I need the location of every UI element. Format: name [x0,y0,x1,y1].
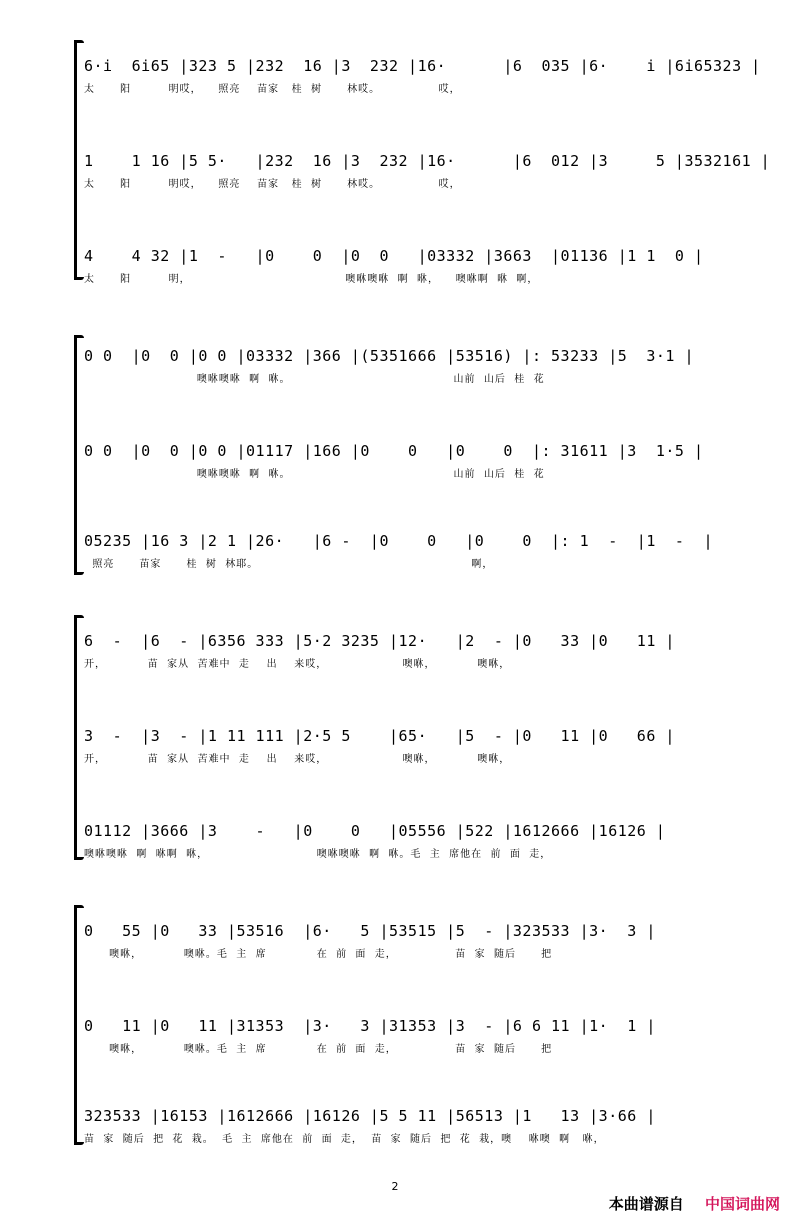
score-system-2 [74,335,730,575]
lyrics-line: 开， 苗 家从 苦难中 走 出 来哎， 噢咻， 噢咻， [84,754,511,765]
staff-bass [84,240,730,330]
lyrics-line: 开， 苗 家从 苦难中 走 出 来哎， 噢咻， 噢咻， [84,659,511,670]
site-link[interactable]: 中国词曲网 [704,1195,780,1213]
notation-line: 4 4 32 |1 - |0 0 |0 0 |03332 |3663 |01136 |1 1 0 | [84,247,704,265]
staff-soprano [84,915,730,1005]
score-system-4 [74,905,730,1145]
notation-line: 0 0 |0 0 |0 0 |03332 |366 |(5351666 |53516) |: 53233 |5 3·1 | [84,347,694,365]
staff-soprano [84,50,761,140]
staff-bass [84,1100,730,1190]
system-brace [74,615,83,860]
lyrics-line: 噢咻噢咻 啊 咻啊 咻， 噢咻噢咻 啊 咻。毛 主 席他在 前 面 走， [84,849,552,860]
notation-line: 1 1 16 |5 5· |232 16 |3 232 |16· |6 012 |3 5 |3532161 | [84,152,771,170]
notation-line: 05235 |16 3 |2 1 |26· |6 - |0 0 |0 0 |: 1 - |1 - | [84,532,714,550]
staff-soprano [84,625,730,715]
lyrics-line: 苗 家 随后 把 花 栽。 毛 主 席他在 前 面 走， 苗 家 随后 把 花 栽，噢 咻噢 啊 咻， [84,1134,605,1145]
lyrics-line: 太 阳 明， 噢咻噢咻 啊 咻， 噢咻啊 咻 啊， [84,274,539,285]
notation-line: 6·i 6i65 |323 5 |232 16 |3 232 |16· |6 035 |6· i |6i65323 | [84,57,761,75]
lyrics-line: 太 阳 明哎， 照亮 苗家 桂 树 林哎。 哎， [84,179,461,190]
notation-line: 0 55 |0 33 |53516 |6· 5 |53515 |5 - |323533 |3· 3 | [84,922,656,940]
notation-line: 6 - |6 - |6356 333 |5·2 3235 |12· |2 - |0 33 |0 11 | [84,632,675,650]
staff-alto [84,145,771,235]
score-system-3 [74,615,730,860]
staff-alto [84,720,730,810]
lyrics-line: 噢咻噢咻 啊 咻。 山前 山后 桂 花 [84,469,545,480]
lyrics-line: 噢咻， 噢咻。毛 主 席 在 前 面 走， 苗 家 随后 把 [84,1044,553,1055]
lyrics-line: 照亮 苗家 桂 树 林耶。 啊， [84,559,494,570]
page-number: 2 [391,1180,399,1193]
score-system-1 [74,40,771,285]
notation-line: 3 - |3 - |1 11 111 |2·5 5 |65· |5 - |0 11 |0 66 | [84,727,675,745]
lyrics-line: 太 阳 明哎， 照亮 苗家 桂 树 林哎。 哎， [84,84,461,95]
system-brace [74,40,83,280]
source-label: 本曲谱源自 [608,1195,684,1213]
staff-alto [84,435,730,525]
staff-alto [84,1010,730,1100]
staff-bass [84,815,730,905]
system-brace [74,335,83,575]
notation-line: 0 11 |0 11 |31353 |3· 3 |31353 |3 - |6 6 11 |1· 1 | [84,1017,656,1035]
source-footer [609,1193,780,1214]
system-brace [74,905,83,1145]
staff-bass [84,525,730,615]
lyrics-line: 噢咻， 噢咻。毛 主 席 在 前 面 走， 苗 家 随后 把 [84,949,553,960]
lyrics-line: 噢咻噢咻 啊 咻。 山前 山后 桂 花 [84,374,545,385]
staff-soprano [84,340,730,430]
notation-line: 01112 |3666 |3 - |0 0 |05556 |522 |1612666 |16126 | [84,822,666,840]
notation-line: 0 0 |0 0 |0 0 |01117 |166 |0 0 |0 0 |: 31611 |3 1·5 | [84,442,704,460]
notation-line: 323533 |16153 |1612666 |16126 |5 5 11 |56513 |1 13 |3·66 | [84,1107,656,1125]
